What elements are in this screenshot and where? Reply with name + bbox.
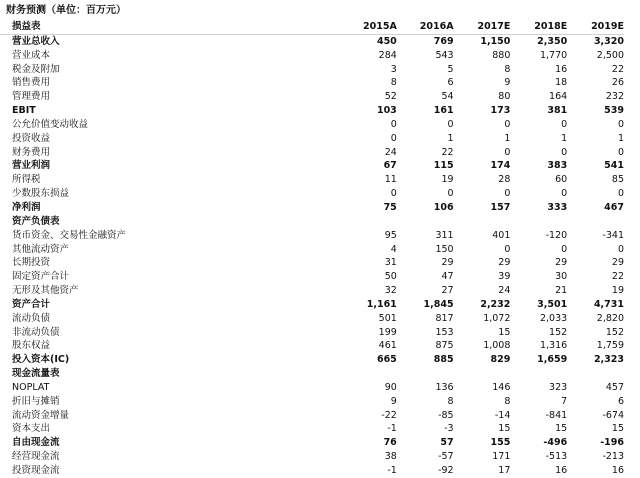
value-cell: 60 (555, 174, 568, 186)
table-row (0, 256, 624, 270)
row-label: 其他流动资产 (12, 243, 70, 255)
value-cell: 2,033 (539, 312, 568, 324)
row-label: 自由现金流 (12, 437, 60, 449)
value-cell: -57 (438, 451, 454, 463)
section-header-row (0, 215, 624, 229)
value-cell: 173 (490, 105, 511, 117)
value-cell: 4,731 (593, 298, 624, 310)
value-cell: 2,323 (593, 354, 624, 366)
table-row (0, 243, 624, 257)
value-cell: 22 (611, 63, 624, 75)
section-label: 资产负债表 (12, 215, 60, 227)
value-cell (340, 215, 397, 229)
value-cell: 0 (447, 188, 454, 200)
table-row (0, 63, 624, 77)
year-header: 2016A (419, 21, 454, 32)
value-cell: 1,316 (539, 340, 568, 352)
value-cell: 2,820 (596, 312, 624, 324)
value-cell: 1,659 (537, 354, 568, 366)
value-cell: 150 (435, 243, 454, 255)
value-cell: 885 (433, 354, 454, 366)
row-label: 折旧与摊销 (12, 395, 60, 407)
value-cell: 8 (504, 63, 511, 75)
value-cell (567, 367, 624, 381)
row-label: 营业总收入 (12, 35, 60, 47)
value-cell: 2,500 (596, 49, 624, 61)
value-cell: 21 (555, 285, 568, 297)
value-cell: 401 (492, 229, 511, 241)
value-cell: 232 (605, 91, 624, 103)
value-cell: 1 (447, 132, 454, 144)
value-cell: 8 (390, 77, 397, 89)
value-cell: 1,770 (539, 49, 568, 61)
row-label: 经营现金流 (12, 451, 60, 463)
value-cell: 15 (498, 326, 511, 338)
value-cell (454, 215, 511, 229)
year-header: 2017E (477, 21, 511, 32)
value-cell: 0 (561, 188, 568, 200)
value-cell: -674 (602, 409, 624, 421)
value-cell: 146 (492, 381, 511, 393)
value-cell: 8 (447, 395, 454, 407)
value-cell: 22 (441, 146, 454, 158)
value-cell: 1,845 (423, 298, 454, 310)
value-cell: 0 (561, 243, 568, 255)
table-row (0, 90, 624, 104)
value-cell: 5 (447, 63, 454, 75)
value-cell: 38 (384, 451, 397, 463)
value-cell: 1,008 (483, 340, 511, 352)
table-row (0, 284, 624, 298)
row-label: 销售费用 (12, 77, 51, 89)
value-cell: -196 (600, 437, 624, 449)
financial-forecast-table (0, 20, 624, 478)
value-cell: 29 (498, 257, 511, 269)
table-body (0, 34, 624, 478)
value-cell: 875 (435, 340, 454, 352)
table-header-row (0, 20, 624, 34)
value-cell: 1 (561, 132, 568, 144)
value-cell: 16 (611, 465, 624, 476)
table-row (0, 132, 624, 146)
value-cell: 450 (376, 35, 397, 47)
value-cell: 7 (561, 395, 568, 407)
row-label: 管理费用 (12, 91, 51, 103)
value-cell: 323 (549, 381, 568, 393)
table-row (0, 146, 624, 160)
value-cell: 3 (390, 63, 397, 75)
value-cell: 32 (384, 285, 397, 297)
value-cell: 0 (504, 146, 511, 158)
value-cell (454, 367, 511, 381)
value-cell: 76 (383, 437, 397, 449)
value-cell: 0 (504, 188, 511, 200)
year-header: 2019E (591, 21, 624, 32)
value-cell: 9 (504, 77, 511, 89)
value-cell: 50 (384, 271, 397, 283)
value-cell: 461 (378, 340, 397, 352)
table-row (0, 34, 624, 48)
value-cell: 1 (617, 132, 624, 144)
value-cell: 543 (435, 49, 454, 61)
value-cell (397, 367, 454, 381)
value-cell: 467 (604, 201, 624, 213)
row-label: 营业利润 (12, 160, 51, 172)
value-cell: 311 (435, 229, 454, 241)
value-cell: 0 (561, 146, 568, 158)
value-cell: 54 (441, 91, 454, 103)
table-row (0, 159, 624, 173)
row-label: EBIT (12, 105, 36, 117)
value-cell: -92 (438, 465, 454, 476)
row-label: 投入资本(IC) (12, 354, 70, 366)
page-title: 财务预测（单位：百万元） (6, 5, 126, 16)
value-cell: 47 (441, 271, 454, 283)
value-cell: 57 (440, 437, 454, 449)
value-cell: 152 (605, 326, 624, 338)
value-cell: 333 (547, 201, 568, 213)
value-cell: 0 (447, 118, 454, 130)
value-cell: -496 (543, 437, 568, 449)
row-label: 投资现金流 (12, 465, 60, 476)
value-cell: 22 (611, 271, 624, 283)
value-cell: -841 (545, 409, 568, 421)
section-header-row (0, 367, 624, 381)
value-cell: 155 (490, 437, 511, 449)
value-cell: 90 (384, 381, 397, 393)
value-cell: 0 (390, 118, 397, 130)
year-header: 2015A (363, 21, 397, 32)
value-cell: 769 (433, 35, 454, 47)
table-row (0, 312, 624, 326)
value-cell: 0 (561, 118, 568, 130)
value-cell: 0 (617, 188, 624, 200)
value-cell: 1,759 (596, 340, 624, 352)
value-cell: 19 (611, 285, 624, 297)
value-cell: 1 (504, 132, 511, 144)
row-label: 流动资金增量 (12, 409, 70, 421)
value-cell: 95 (384, 229, 397, 241)
table-row (0, 339, 624, 353)
table-row (0, 270, 624, 284)
value-cell: 880 (492, 49, 511, 61)
value-cell: 24 (384, 146, 397, 158)
value-cell: 28 (498, 174, 511, 186)
value-cell: 29 (441, 257, 454, 269)
value-cell: 381 (547, 105, 568, 117)
value-cell: 0 (504, 243, 511, 255)
value-cell (567, 215, 624, 229)
value-cell: 0 (617, 146, 624, 158)
value-cell: 0 (617, 118, 624, 130)
value-cell: 27 (441, 285, 454, 297)
table-row (0, 464, 624, 478)
table-row (0, 76, 624, 90)
section-label: 现金流量表 (12, 368, 60, 380)
value-cell: 39 (498, 271, 511, 283)
value-cell: -14 (494, 409, 511, 421)
value-cell: 6 (617, 395, 624, 407)
value-cell: 19 (441, 174, 454, 186)
value-cell: 136 (435, 381, 454, 393)
value-cell: -85 (438, 409, 454, 421)
value-cell: 2,232 (480, 298, 511, 310)
table-row (0, 353, 624, 367)
value-cell: 161 (433, 105, 454, 117)
row-label: 净利润 (12, 201, 41, 213)
value-cell: 106 (433, 201, 454, 213)
value-cell: 75 (383, 201, 397, 213)
value-cell: 80 (498, 91, 511, 103)
row-label: 资产合计 (12, 298, 51, 310)
row-label: 所得税 (12, 174, 41, 186)
value-cell: 0 (390, 188, 397, 200)
value-cell: 383 (547, 160, 568, 172)
table-row (0, 187, 624, 201)
value-cell: 52 (384, 91, 397, 103)
table-row (0, 409, 624, 423)
value-cell: 199 (378, 326, 397, 338)
value-cell: 457 (605, 381, 624, 393)
row-label: 股东权益 (12, 340, 51, 352)
value-cell: 157 (490, 201, 511, 213)
table-row (0, 173, 624, 187)
value-cell: -1 (387, 465, 397, 476)
value-cell: 174 (490, 160, 511, 172)
value-cell: 829 (490, 354, 511, 366)
row-label: 货币资金、交易性金融资产 (12, 229, 127, 241)
value-cell: -22 (381, 409, 397, 421)
value-cell: 6 (447, 77, 454, 89)
table-row (0, 326, 624, 340)
income-statement-header: 损益表 (12, 21, 41, 32)
value-cell: 501 (378, 312, 397, 324)
value-cell: 3,320 (593, 35, 624, 47)
value-cell: 541 (604, 160, 624, 172)
year-header: 2018E (534, 21, 568, 32)
value-cell: 67 (383, 160, 397, 172)
value-cell: 11 (384, 174, 397, 186)
value-cell: 817 (435, 312, 454, 324)
value-cell: 3,501 (537, 298, 568, 310)
value-cell: 0 (504, 118, 511, 130)
table-row (0, 450, 624, 464)
row-label: 非流动负债 (12, 326, 60, 338)
table-row (0, 118, 624, 132)
value-cell: 153 (435, 326, 454, 338)
value-cell (510, 367, 567, 381)
row-label: 财务费用 (12, 146, 51, 158)
table-row (0, 381, 624, 395)
row-label: 公允价值变动收益 (12, 118, 89, 130)
table-row (0, 49, 624, 63)
table-row (0, 104, 624, 118)
value-cell: 171 (492, 451, 511, 463)
value-cell: 8 (504, 395, 511, 407)
table-row (0, 229, 624, 243)
value-cell: 85 (611, 174, 624, 186)
row-label: NOPLAT (12, 381, 50, 393)
value-cell: 31 (384, 257, 397, 269)
value-cell: 1,072 (483, 312, 511, 324)
value-cell: 18 (555, 77, 568, 89)
value-cell: 26 (611, 77, 624, 89)
value-cell: 4 (390, 243, 397, 255)
table-row (0, 422, 624, 436)
table-row (0, 436, 624, 450)
value-cell (340, 367, 397, 381)
value-cell: 665 (376, 354, 397, 366)
table-row (0, 298, 624, 312)
value-cell (510, 215, 567, 229)
value-cell: 284 (378, 49, 397, 61)
row-label: 税金及附加 (12, 63, 60, 75)
value-cell: 164 (549, 91, 568, 103)
value-cell: 24 (498, 285, 511, 297)
row-label: 固定资产合计 (12, 271, 70, 283)
value-cell: 103 (376, 105, 397, 117)
value-cell: -213 (602, 451, 624, 463)
value-cell: 15 (498, 423, 511, 435)
value-cell: 2,350 (537, 35, 568, 47)
value-cell: -513 (545, 451, 568, 463)
value-cell: 0 (390, 132, 397, 144)
row-label: 流动负债 (12, 312, 51, 324)
value-cell: 16 (555, 63, 568, 75)
row-label: 资本支出 (12, 423, 51, 435)
row-label: 营业成本 (12, 49, 51, 61)
value-cell: -120 (545, 229, 568, 241)
value-cell: 1,150 (480, 35, 511, 47)
table-row (0, 201, 624, 215)
value-cell: -341 (602, 229, 624, 241)
value-cell: 152 (549, 326, 568, 338)
row-label: 无形及其他资产 (12, 285, 79, 297)
value-cell: -3 (444, 423, 454, 435)
value-cell: 0 (617, 243, 624, 255)
row-label: 少数股东损益 (12, 188, 70, 200)
value-cell: 15 (611, 423, 624, 435)
table-row (0, 395, 624, 409)
value-cell: 29 (611, 257, 624, 269)
row-label: 投资收益 (12, 132, 51, 144)
value-cell: -1 (387, 423, 397, 435)
value-cell: 15 (555, 423, 568, 435)
value-cell: 17 (498, 465, 511, 476)
value-cell: 9 (390, 395, 397, 407)
row-label: 长期投资 (12, 257, 51, 269)
value-cell: 16 (555, 465, 568, 476)
value-cell (397, 215, 454, 229)
value-cell: 29 (555, 257, 568, 269)
value-cell: 30 (555, 271, 568, 283)
value-cell: 115 (433, 160, 454, 172)
value-cell: 539 (604, 105, 624, 117)
value-cell: 1,161 (366, 298, 397, 310)
